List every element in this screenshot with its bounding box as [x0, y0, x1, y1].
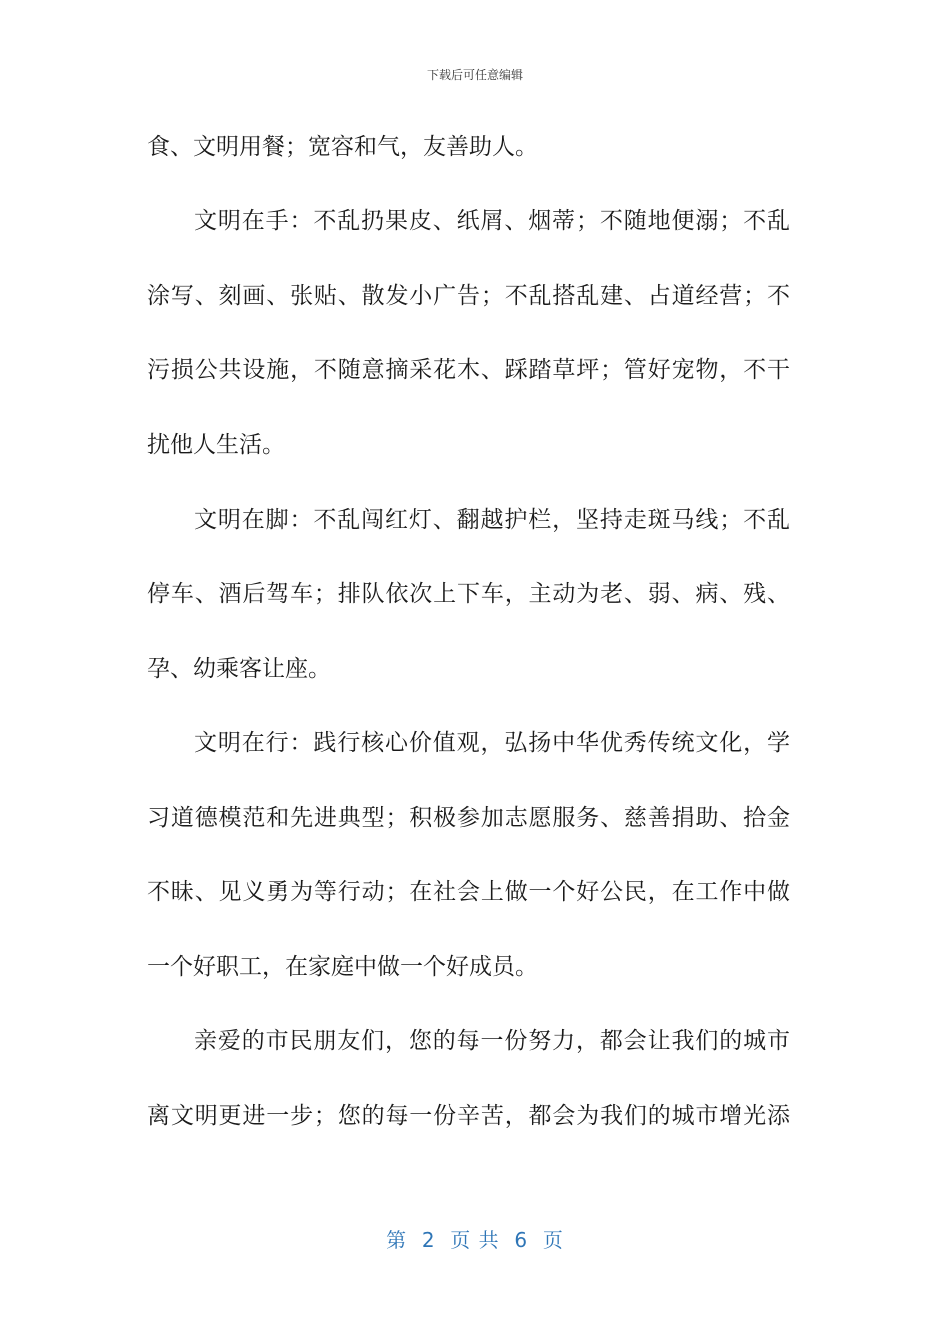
text-line: 习道德模范和先进典型；积极参加志愿服务、慈善捐助、拾金	[147, 805, 790, 831]
page-number-text: 第 2 页 共 6 页	[386, 1228, 564, 1252]
text-line: 食、文明用餐；宽容和气，友善助人。	[147, 134, 538, 160]
page-number-footer	[0, 1224, 950, 1253]
text-line: 离文明更进一步；您的每一份辛苦，都会为我们的城市增光添	[147, 1103, 790, 1129]
paragraph-first-line: 文明在手：不乱扔果皮、纸屑、烟蒂；不随地便溺；不乱	[194, 208, 790, 234]
text-line: 孕、幼乘客让座。	[147, 656, 331, 682]
text-line: 污损公共设施，不随意摘采花木、踩踏草坪；管好宠物，不干	[147, 357, 790, 383]
text-line: 停车、酒后驾车；排队依次上下车，主动为老、弱、病、残、	[147, 581, 790, 607]
text-line: 不昧、见义勇为等行动；在社会上做一个好公民，在工作中做	[147, 879, 790, 905]
text-line: 一个好职工，在家庭中做一个好成员。	[147, 954, 538, 980]
page-header: 下载后可任意编辑	[426, 68, 523, 82]
paragraph-first-line: 亲爱的市民朋友们，您的每一份努力，都会让我们的城市	[194, 1028, 790, 1054]
text-line: 扰他人生活。	[147, 432, 285, 458]
paragraph-first-line: 文明在脚：不乱闯红灯、翻越护栏，坚持走斑马线；不乱	[194, 507, 790, 533]
paragraph-first-line: 文明在行：践行核心价值观，弘扬中华优秀传统文化，学	[194, 730, 790, 756]
text-line: 涂写、刻画、张贴、散发小广告；不乱搭乱建、占道经营；不	[147, 283, 790, 309]
